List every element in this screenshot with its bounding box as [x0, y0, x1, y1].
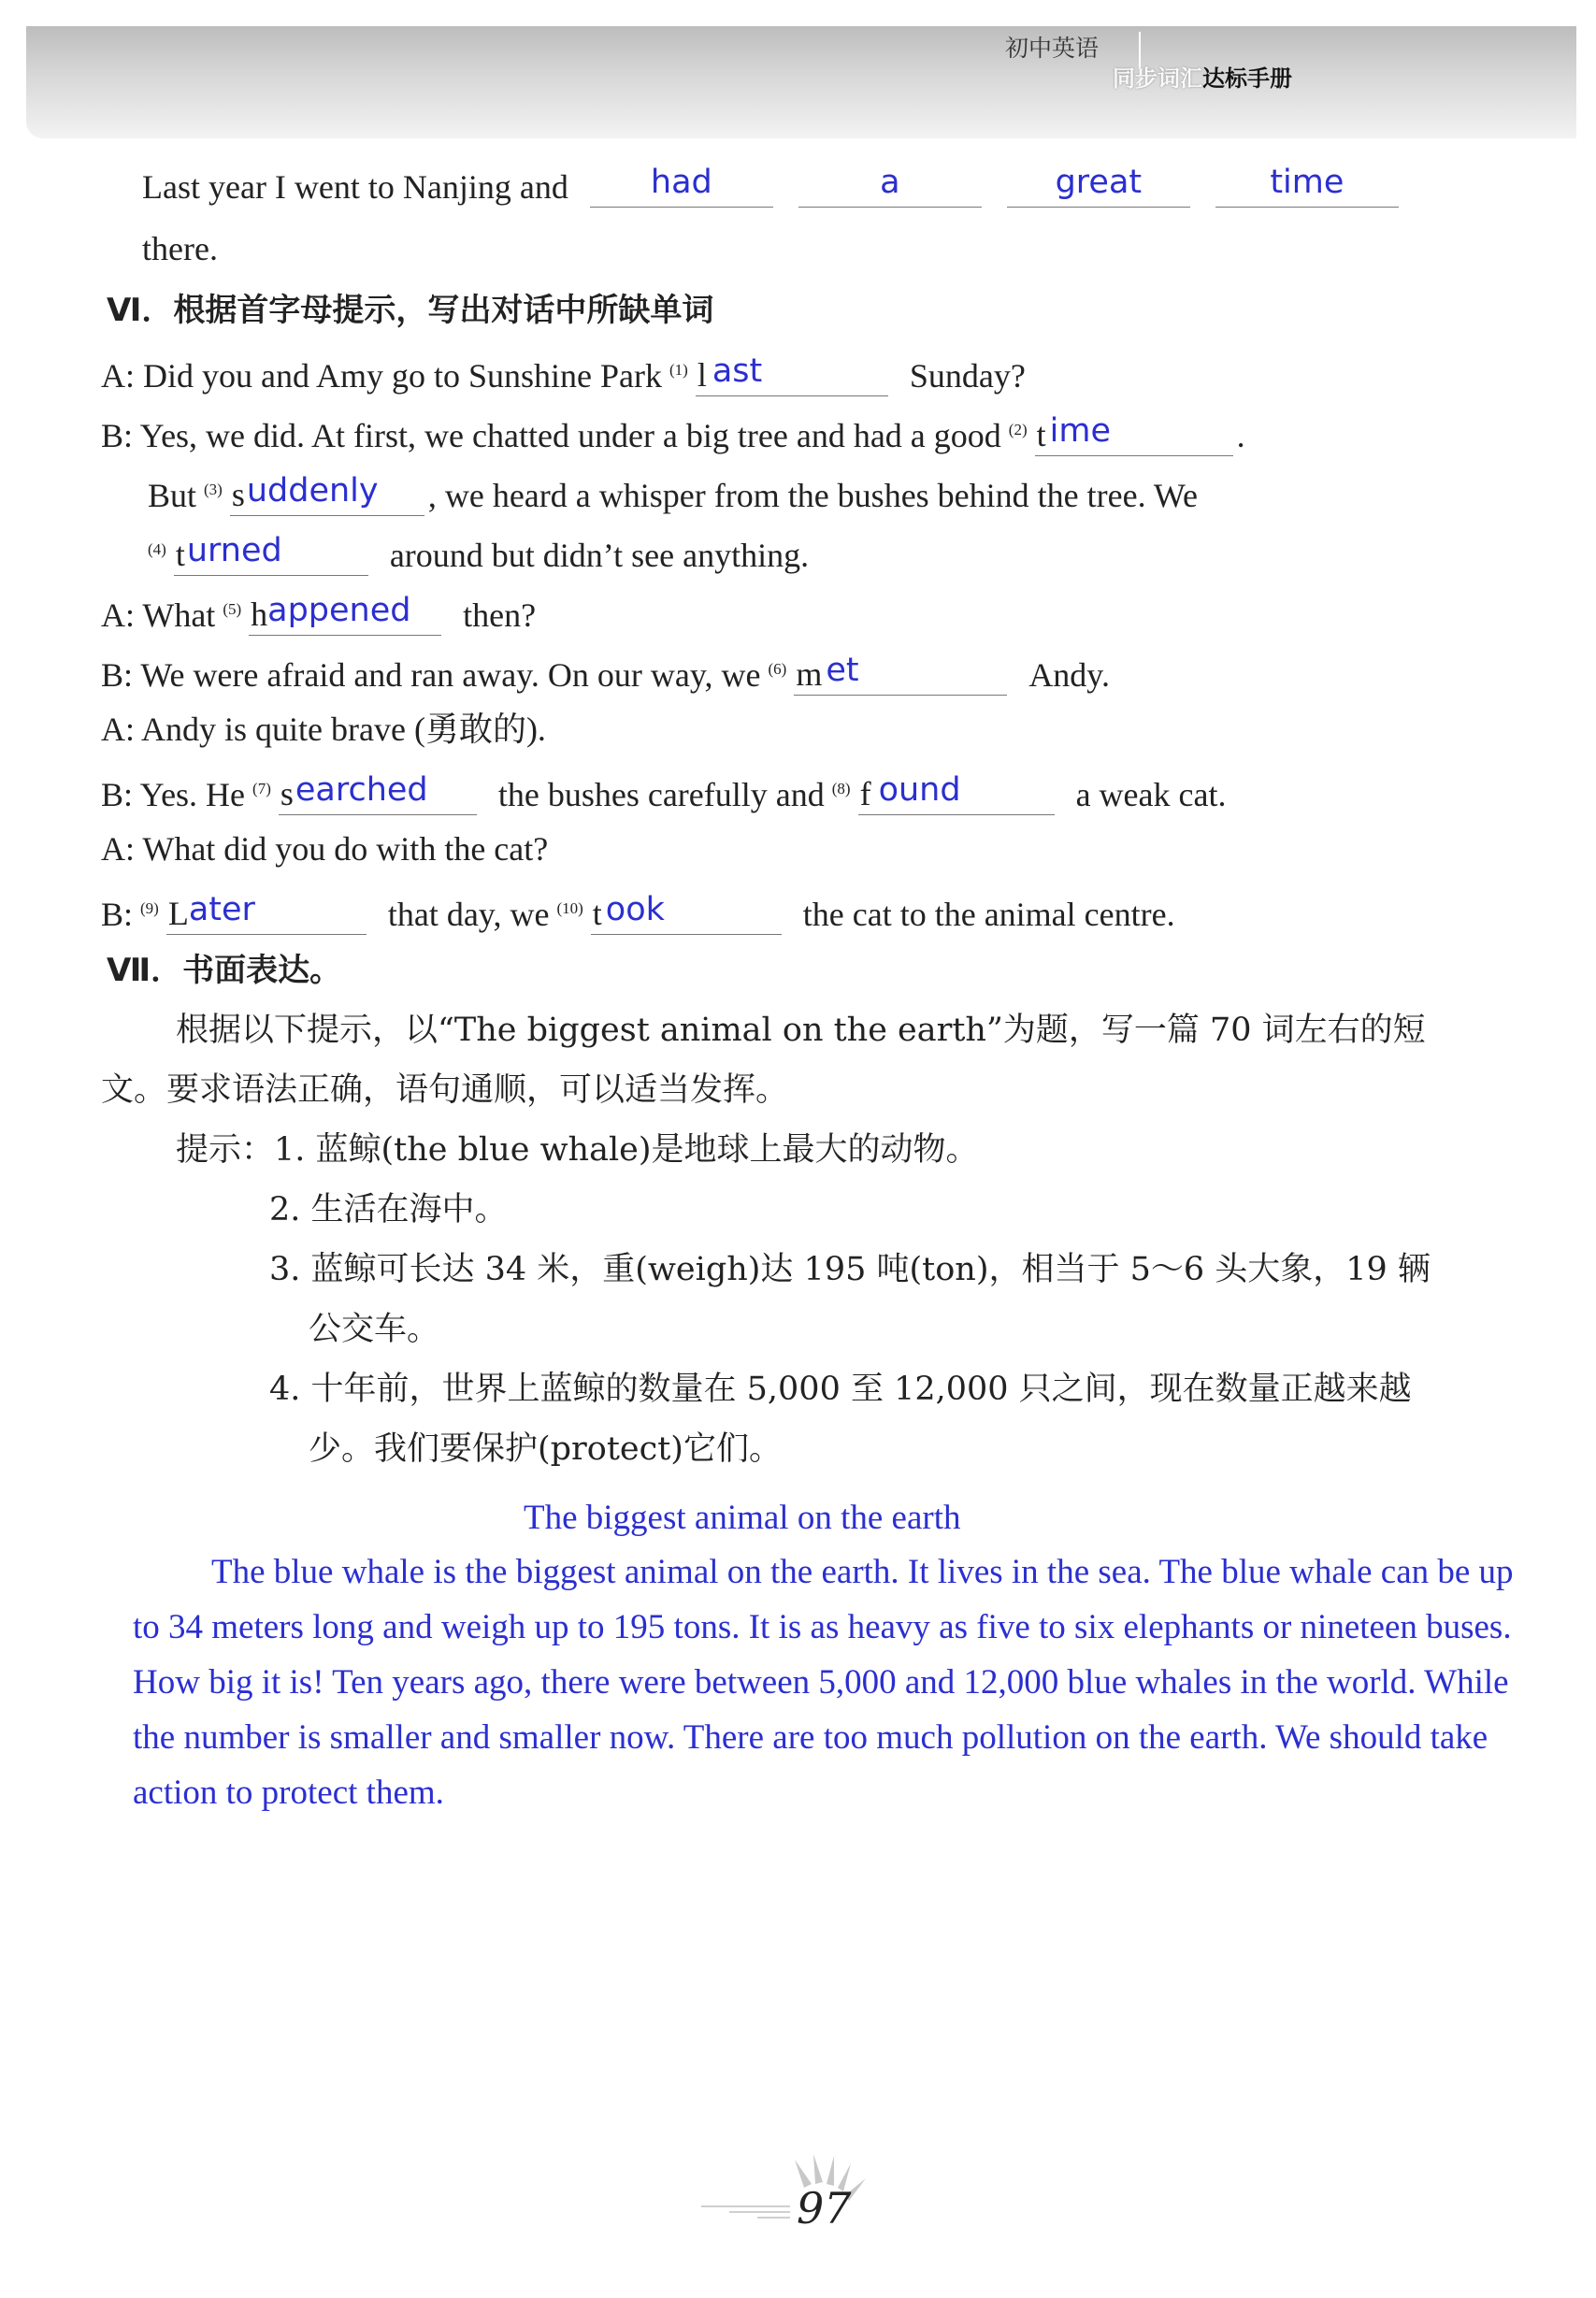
section-6-title: Ⅵ．根据首字母提示，写出对话中所缺单词	[107, 292, 714, 329]
dialogue-line-3	[148, 469, 1198, 516]
dialogue-line-2	[101, 409, 1245, 456]
answer-text: a	[880, 164, 900, 201]
answer-blank[interactable]	[591, 891, 782, 935]
answer-text: ound	[878, 771, 961, 809]
answer-blank[interactable]	[794, 652, 1007, 696]
essay-title: The biggest animal on the earth	[524, 1499, 961, 1537]
dialogue-line-4	[140, 529, 809, 576]
answer-text: et	[826, 652, 859, 689]
answer-blank-4[interactable]	[1215, 164, 1399, 208]
dialogue-line-8	[101, 768, 1226, 815]
answer-blank[interactable]	[174, 532, 368, 576]
answer-text: ater	[188, 891, 255, 928]
writing-instruction-2: 文。要求语法正确，语句通顺，可以适当发挥。	[101, 1071, 789, 1109]
answer-blank[interactable]	[696, 352, 888, 396]
question-number: (2)	[1008, 421, 1028, 438]
answer-blank[interactable]	[249, 592, 441, 636]
answer-text: urned	[186, 532, 282, 569]
dialogue-line-10	[101, 888, 1175, 935]
hint-1: 提示：1. 蓝鲸(the blue whale)是地球上最大的动物。	[176, 1131, 979, 1169]
hint-3-cont: 公交车。	[309, 1311, 440, 1348]
hint-letter: h	[251, 596, 268, 633]
line-text: .	[1236, 417, 1245, 454]
line-text: B:	[101, 896, 134, 933]
question-number: (10)	[556, 899, 583, 917]
line-text: the bushes carefully and	[497, 776, 825, 813]
line-text: But	[148, 477, 197, 514]
line-text: A: What	[101, 596, 216, 634]
answer-blank[interactable]	[858, 771, 1055, 815]
hint-letter: t	[1036, 416, 1046, 453]
question-number: (4)	[148, 540, 166, 558]
answer-text: uddenly	[246, 472, 379, 510]
answer-blank-3[interactable]	[1007, 164, 1190, 208]
line-text: Last year I went to Nanjing and	[142, 168, 568, 206]
hint-letter: t	[592, 895, 602, 932]
header-book-light: 同步词汇	[1113, 65, 1202, 92]
question-number: (1)	[669, 361, 688, 379]
line-text: B: We were afraid and ran away. On our way, we	[101, 656, 761, 694]
question-number: (3)	[204, 481, 223, 498]
line-text: , we heard a whisper from the bushes behind the tree. We	[427, 477, 1199, 514]
answer-blank-1[interactable]	[590, 164, 773, 208]
hint-letter: s	[280, 775, 294, 812]
dialogue-line-9: A: What did you do with the cat?	[101, 830, 549, 868]
question-number: (6)	[768, 660, 787, 678]
line-text: then?	[463, 596, 537, 634]
answer-blank[interactable]	[279, 771, 477, 815]
hint-letter: m	[796, 655, 823, 693]
line-text: the cat to the animal centre.	[802, 896, 1175, 933]
section-7-title: Ⅶ．书面表达。	[107, 952, 342, 989]
line-text: a weak cat.	[1075, 776, 1227, 813]
hint-letter: s	[231, 476, 245, 513]
line-text: Sunday?	[909, 357, 1026, 395]
header-subject: 初中英语	[1005, 35, 1100, 62]
hint-letter: t	[175, 536, 185, 573]
hint-letter: l	[697, 356, 707, 394]
answer-blank[interactable]	[1035, 412, 1233, 456]
answer-blank-2[interactable]	[798, 164, 982, 208]
header-band	[26, 26, 1576, 138]
question-number: (9)	[140, 899, 159, 917]
dialogue-line-1	[101, 350, 1026, 396]
fill-line-1	[142, 166, 1402, 208]
answer-text: time	[1270, 164, 1344, 201]
answer-text: ook	[605, 891, 665, 928]
line-text: that day, we	[387, 896, 550, 933]
answer-text: appened	[267, 592, 411, 629]
answer-text: ast	[712, 352, 763, 390]
answer-text: ime	[1049, 412, 1111, 450]
writing-instruction-1: 根据以下提示，以“The biggest animal on the earth”为题，写一篇 70 词左右的短	[176, 1012, 1426, 1049]
hint-letter: f	[859, 775, 871, 812]
hint-3: 3. 蓝鲸可长达 34 米，重(weigh)达 195 吨(ton)，相当于 5～6 头大象，19 辆	[269, 1251, 1431, 1288]
hint-4: 4. 十年前，世界上蓝鲸的数量在 5,000 至 12,000 只之间，现在数量正越来越	[269, 1371, 1412, 1408]
header-book-title	[1113, 60, 1292, 93]
hint-letter: L	[167, 895, 189, 932]
line-text: A: Did you and Amy go to Sunshine Park	[101, 357, 662, 395]
line-text: around but didn’t see anything.	[389, 537, 810, 574]
question-number: (8)	[831, 780, 851, 797]
answer-text: great	[1055, 164, 1143, 201]
answer-blank[interactable]	[230, 472, 424, 516]
line-text: B: Yes, we did. At first, we chatted under a big tree and had a good	[101, 417, 1001, 454]
dialogue-line-7: A: Andy is quite brave (勇敢的).	[101, 711, 546, 748]
fill-line-2: there.	[142, 230, 218, 267]
question-number: (5)	[223, 600, 242, 618]
essay-paragraph: The blue whale is the biggest animal on the earth. It lives in the sea. The blue whale can be up to 34 meters long and weigh up to 195 tons. It is as heavy as five to six elephants or nineteen buses. How big it is! Ten years ago, there were between 5,000 and 12,000 blue whales in the world. While the number is smaller and smaller now. There are too much pollution on the earth. We should take action to protect them.	[133, 1553, 1514, 1812]
line-text: B: Yes. He	[101, 776, 246, 813]
hint-4-cont: 少。我们要保护(protect)它们。	[309, 1430, 782, 1468]
dialogue-line-5	[101, 589, 536, 636]
line-text: Andy.	[1028, 656, 1110, 694]
question-number: (7)	[252, 780, 271, 797]
dialogue-line-6	[101, 649, 1110, 696]
answer-text: had	[650, 164, 712, 201]
answer-blank[interactable]	[166, 891, 367, 935]
hint-2: 2. 生活在海中。	[269, 1191, 508, 1228]
header-book-dark: 达标手册	[1202, 65, 1292, 92]
answer-text: earched	[295, 771, 428, 809]
page-number: 97	[797, 2183, 852, 2233]
